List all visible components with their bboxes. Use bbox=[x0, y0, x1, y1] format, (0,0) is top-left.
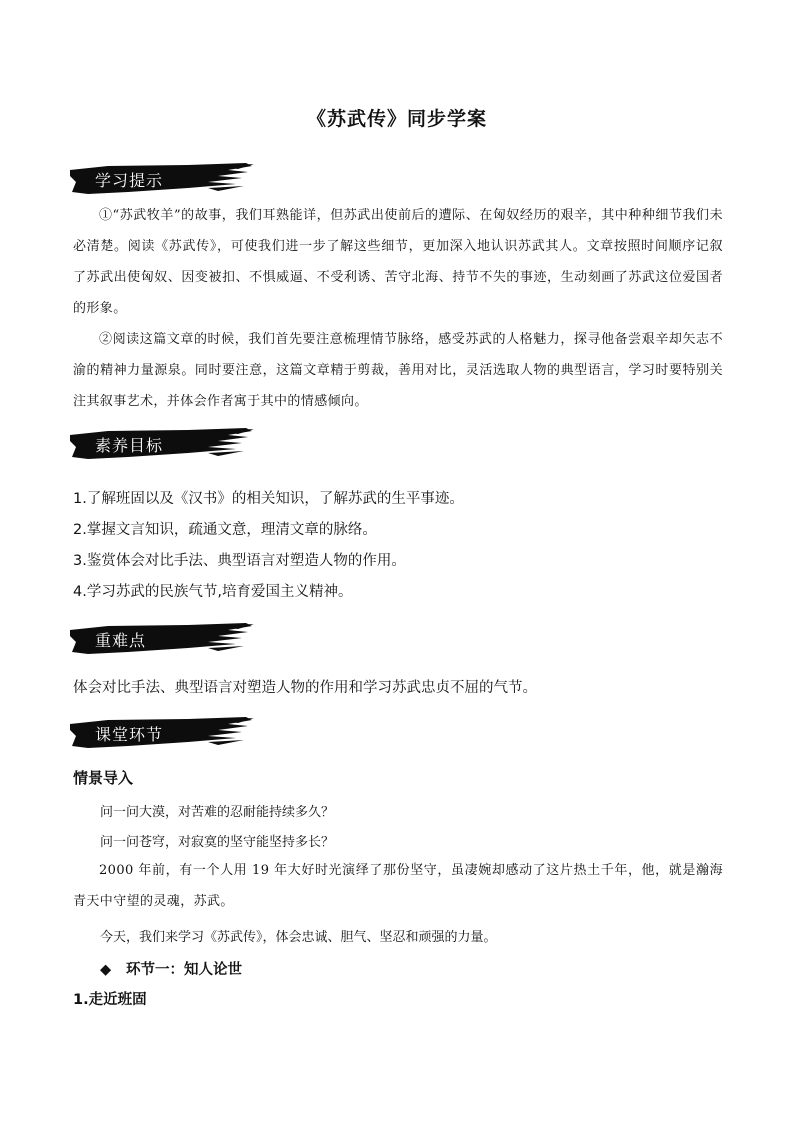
list-item: 1.了解班固以及《汉书》的相关知识，了解苏武的生平事迹。 bbox=[73, 491, 464, 507]
text-line: 问一问大漠，对苦难的忍耐能持续多久？ bbox=[100, 805, 335, 820]
text-line: 今天，我们来学习《苏武传》，体会忠诚、胆气、坚忍和顽强的力量。 bbox=[100, 930, 497, 945]
section-heading: 学习提示 bbox=[95, 171, 164, 190]
section-banner-key bbox=[68, 622, 254, 656]
section-heading: 素养目标 bbox=[95, 436, 164, 455]
text-line: 问一问苍穹，对寂寞的坚守能坚持多长？ bbox=[100, 835, 335, 850]
paragraph: ②阅读这篇文章的时候，我们首先要注意梳理情节脉络，感受苏武的人格魅力，探寻他备尝艰辛却矢志不渝的精神力量源泉。同时要注意，这篇文章精于剪裁，善用对比，灵活选取人物的典型语言，学习时要特别关注其叙事艺术，并体会作者寓于其中的情感倾向。 bbox=[73, 332, 723, 409]
section-banner-class bbox=[68, 716, 254, 750]
page-title: 《苏武传》同步学案 bbox=[306, 108, 487, 130]
section-banner-goals bbox=[68, 427, 254, 461]
list-item: 3.鉴赏体会对比手法、典型语言对塑造人物的作用。 bbox=[73, 553, 406, 569]
link-step-label: 环节一：知人论世 bbox=[126, 962, 242, 978]
paragraph: ①“苏武牧羊”的故事，我们耳熟能详，但苏武出使前后的遭际、在匈奴经历的艰辛，其中种种细节我们未必清楚。阅读《苏武传》，可使我们进一步了解这些细节，更加深入地认识苏武其人。文章按照时间顺序记叙了苏武出使匈奴、因变被扣、不惧威逼、不受利诱、苦守北海、持节不失的事迹，生动刻画了苏武这位爱国者的形象。 bbox=[73, 208, 723, 316]
link-step-heading bbox=[100, 958, 242, 979]
section-banner-tips bbox=[68, 162, 254, 196]
list-item: 4.学习苏武的民族气节,培育爱国主义精神。 bbox=[73, 584, 353, 600]
section-heading: 课堂环节 bbox=[95, 725, 164, 744]
diamond-bullet-icon: ◆ bbox=[100, 962, 112, 978]
key-points-text: 体会对比手法、典型语言对塑造人物的作用和学习苏武忠贞不屈的气节。 bbox=[73, 680, 537, 696]
paragraph: 2000 年前，有一个人用 19 年大好时光演绎了那份坚守，虽凄婉却感动了这片热土千年，他，就是瀚海青天中守望的灵魂，苏武。 bbox=[73, 863, 723, 909]
section-heading: 重难点 bbox=[95, 631, 147, 650]
subsection-title: 1.走近班固 bbox=[73, 992, 147, 1008]
list-item: 2.掌握文言知识，疏通文意，理清文章的脉络。 bbox=[73, 522, 377, 538]
subsection-title: 情景导入 bbox=[73, 769, 134, 787]
